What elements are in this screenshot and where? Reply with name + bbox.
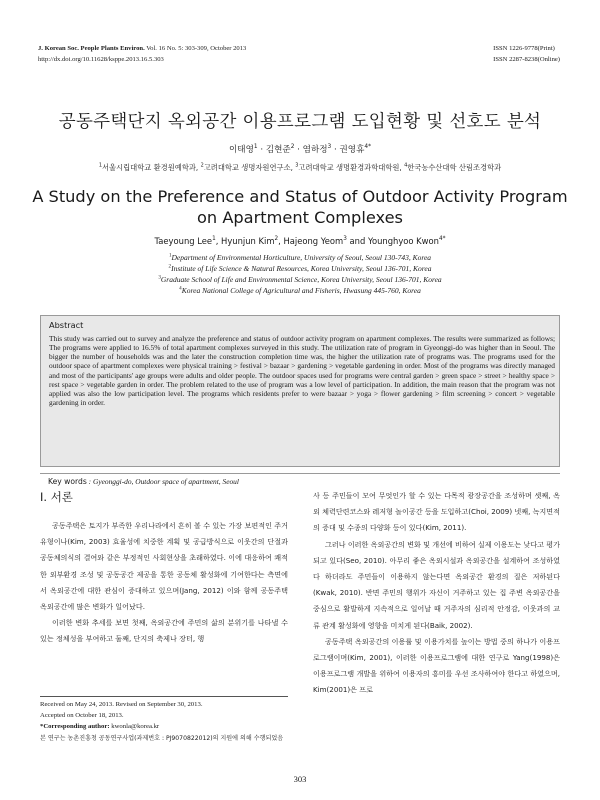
korean-affiliation: 고려대학교 생명자원연구소, [203, 163, 296, 172]
english-affiliation: $^3$Graduate School of Life and Environmental Science, Korea University, Seoul 136-701, Korea [158, 274, 442, 285]
keywords-label: Key words [48, 477, 87, 486]
korean-affiliations: $^1$서울시립대학교 환경원예학과, $^2$고려대학교 생명자원연구소, $^3$고려대학교 생명환경과학대학원, $^4$한국농수산대학 산림조경학과 [98, 162, 502, 172]
corresponding-author: *Corresponding author: kwonla@korea.kr [40, 723, 160, 731]
english-author: Taeyoung Lee [154, 236, 213, 246]
body-right-column [313, 488, 560, 699]
korean-affiliation: 한국농수산대학 산림조경학과 [407, 163, 502, 172]
english-title-line: A Study on the Preference and Status of Outdoor Activity Program [32, 187, 568, 206]
korean-affiliation: 고려대학교 생명환경과학대학원, [298, 163, 405, 172]
english-title [0, 186, 600, 228]
body-paragraph: 공동주택 옥외공간의 이용률 및 이용가치를 높이는 방법 중의 하나가 이용프로그램이며(Kim, 2001), 이러한 이용프로그램에 대한 연구로 Yang(1998)은 이용프로그램 개발을 위하여 이용자의 흥미를 우선 조사하여야 한다고 하였으며, Kim(2001)은 프로 [313, 636, 560, 695]
abstract-text: This study was carried out to survey and analyze the preference and status of outdoor activity program on apartment complexes. The results were summarized as follows; The programs were applied to 16.5% of total apartment complexes surveyed in this study. The utilization rate of program in Gyeonggi-do was higher than in Seoul. The bigger the number of households was and the later the construction completion time was, the higher the utilization rate of programs was. The programs used for the outdoor space of apartment complexes were physical training > festival > bazaar > gardening > vegetable gardening in order. Most of the programs was directly managed and most of the participants' age groups were adults and older people. The outdoor spaces used for programs were central garden > green space > street > healthy space > rest space > vegetable garden in order. The problem related to the use of program was a low level of participation. In addition, the main reason that the program was not applied was also the low participation level. The programs which residents prefer to were bazaar > yoga > flower gardening > film screening > concert > vegetable gardening in order. [49, 334, 555, 408]
english-author: Hajeong Yeom [283, 236, 344, 246]
funding-note: 본 연구는 농촌진흥청 공동연구사업(과제번호 : PJ9070822012)의 지원에 의해 수행되었음 [40, 734, 284, 742]
body-paragraph: 이러한 변화 추세를 보면 첫째, 옥외공간에 주민의 삶의 분위기를 나타낼 수 있는 정체성을 부여하고 둘째, 단지의 축제나 장터, 행 [40, 618, 288, 644]
keywords-value: : Gyeonggi-do, Outdoor space of apartment, Seoul [88, 477, 239, 486]
issn-print: ISSN 1226-9778(Print) [493, 45, 555, 52]
english-affiliation: $^4$Korea National College of Agricultural and Fisheris, Hwasung 445-760, Korea [179, 285, 421, 296]
page-number: 303 [293, 774, 307, 784]
corresponding-email[interactable]: kwonla@korea.kr [109, 723, 160, 731]
english-authors: Taeyoung Lee$^1$, Hyunjun Kim$^2$, Hajeong Yeom$^3$ and Younghyoo Kwon$^{4*}$ [154, 236, 446, 246]
received-date: Received on May 24, 2013. Revised on September 30, 2013. [40, 701, 203, 708]
keywords-divider [40, 473, 560, 474]
footnote-divider [40, 696, 288, 697]
section-heading-introduction: Ⅰ. 서론 [40, 490, 73, 504]
issn-online: ISSN 2287-8238(Online) [493, 55, 560, 63]
accepted-date: Accepted on October 18, 2013. [40, 712, 124, 720]
issn-block [493, 44, 560, 65]
english-affiliations [0, 252, 600, 296]
keywords [48, 477, 239, 486]
korean-author: 이태영 [228, 145, 254, 155]
volume-info: Vol. 16 No. 5: 303-309, October 2013 [144, 45, 247, 52]
english-affiliation: $^2$Institute of Life Science & Natural Resources, Korea University, Seoul 136-701, Korea [168, 263, 432, 274]
footnotes [40, 699, 290, 744]
body-paragraph: 사 등 주민들이 모여 무엇인가 할 수 있는 다목적 광장공간을 조성하며 셋째, 옥외 체력단련코스와 레저형 놀이공간 등을 도입하고(Choi, 2009) 넷째, 녹지면적의 증대 및 수종의 다양화 등이 있다(Kim, 2011). [313, 491, 560, 533]
english-affiliation: $^1$Department of Environmental Horticulture, University of Seoul, Seoul 130-743, Korea [168, 252, 432, 262]
korean-authors: 이태영$^1$ · 김현준$^2$ · 염하정$^3$ · 권영휴$^{4*}$ [228, 144, 371, 155]
korean-title: 공동주택단지 옥외공간 이용프로그램 도입현황 및 선호도 분석 [58, 112, 542, 132]
abstract-box [40, 315, 560, 467]
journal-name: J. Korean Soc. People Plants Environ. [38, 45, 145, 52]
korean-author: 김현준 [265, 145, 291, 155]
journal-header [38, 44, 246, 65]
korean-author: 권영휴 [339, 145, 365, 155]
body-paragraph: 공동주택은 토지가 부족한 우리나라에서 흔히 볼 수 있는 가장 보편적인 주거유형이나(Kim, 2003) 효율성에 치중한 계획 및 공급방식으로 이웃간의 단절과 공동체의식의 결여와 같은 부정적인 사회현상을 초래하였다. 이에 대응하여 쾌적한 외부환경 조성 및 공동공간 제공을 통한 공동체 활성화에 기여한다는 측면에서 옥외공간에 대한 관심이 증대하고 있으며(Jang, 2012) 이와 함께 공동주택 옥외공간에 많은 변화가 일어났다. [40, 521, 288, 612]
body-paragraph: 그러나 이러한 옥외공간의 변화 및 개선에 비하여 실제 이용도는 낮다고 평가되고 있다(Seo, 2010). 아무리 좋은 옥외시설과 옥외공간을 설계하여 조성하였다 하더라도 주민들이 이용하지 않는다면 옥외공간 환경의 질은 저하된다(Kwak, 2010). 반면 주민의 행위가 자신이 거주하고 있는 집 주변 옥외공간을 중심으로 활발하게 지속적으로 일어날 때 거주자의 심리적 안정감, 이웃과의 교류 관계 활성화에 영향을 미치게 된다(Baik, 2002). [313, 539, 560, 630]
english-title-line: on Apartment Complexes [197, 208, 403, 227]
korean-author: 염하정 [302, 145, 328, 155]
abstract-heading: Abstract [49, 320, 84, 330]
doi-link[interactable]: http://dx.doi.org/10.11628/ksppe.2013.16.5.303 [38, 55, 164, 63]
english-author: Hyunjun Kim [221, 236, 275, 246]
english-author: Younghyoo Kwon [367, 236, 439, 246]
body-left-column [40, 518, 288, 648]
korean-affiliation: 서울시립대학교 환경원예학과, [101, 163, 201, 172]
